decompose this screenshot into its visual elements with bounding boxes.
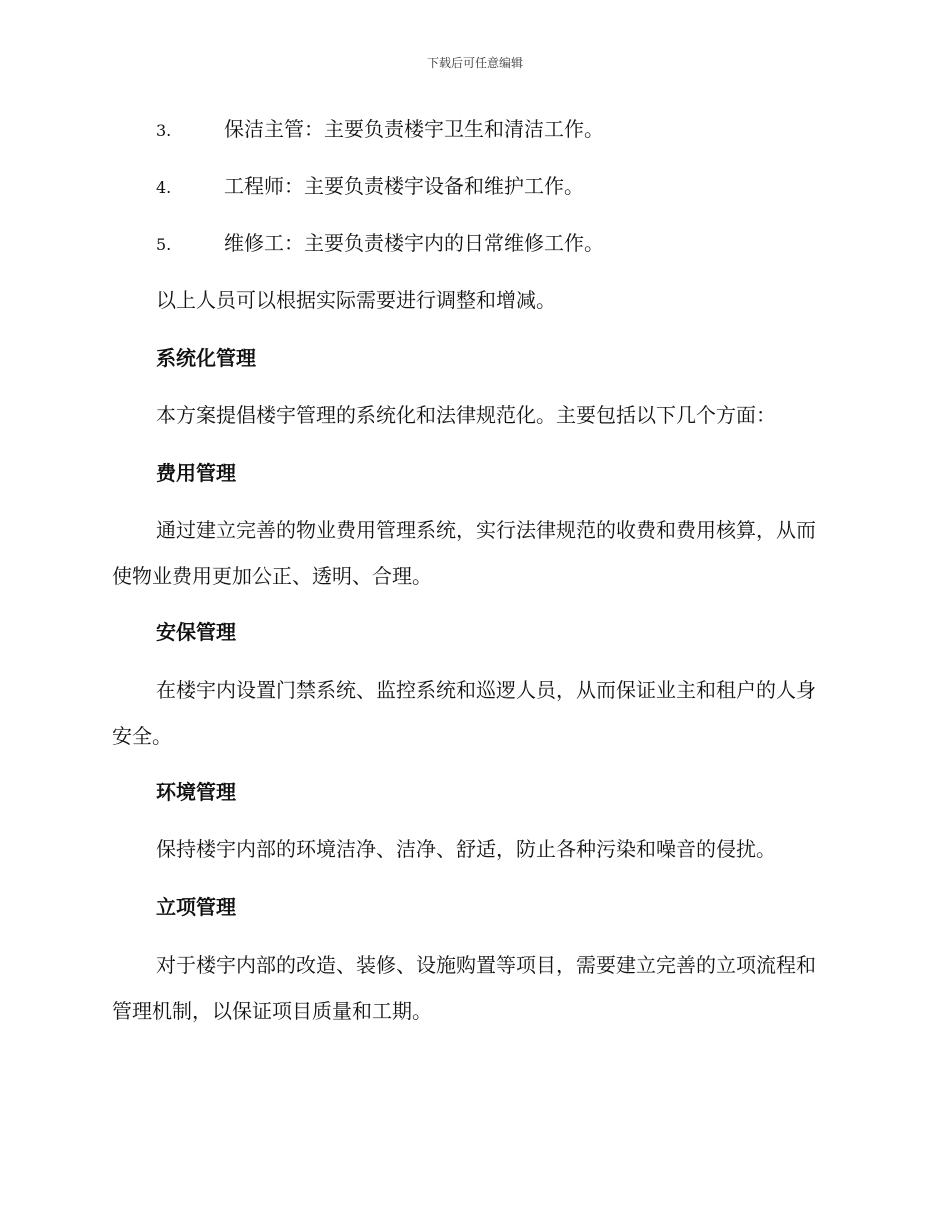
list-text: 保洁主管：主要负责楼宇卫生和清洁工作。 <box>224 117 604 141</box>
list-item <box>156 171 584 203</box>
list-item <box>156 114 604 146</box>
heading-fee: 费用管理 <box>156 461 236 485</box>
paragraph-project: 对于楼宇内部的改造、装修、设施购置等项目，需要建立完善的立项流程和管理机制，以保证项目质量和工期。 <box>112 953 816 1023</box>
list-item <box>156 228 604 260</box>
header-note: 下载后可任意编辑 <box>426 56 523 70</box>
paragraph-system: 本方案提倡楼宇管理的系统化和法律规范化。主要包括以下几个方面： <box>156 403 776 427</box>
list-text: 维修工：主要负责楼宇内的日常维修工作。 <box>224 231 604 255</box>
heading-system: 系统化管理 <box>156 346 256 370</box>
list-number: 3. <box>156 121 172 140</box>
heading-security: 安保管理 <box>156 620 236 644</box>
paragraph-fee: 通过建立完善的物业费用管理系统，实行法律规范的收费和费用核算，从而使物业费用更加公正、透明、合理。 <box>112 518 816 588</box>
list-text: 工程师：主要负责楼宇设备和维护工作。 <box>224 174 584 198</box>
list-number: 4. <box>156 178 172 197</box>
heading-project: 立项管理 <box>156 895 236 919</box>
paragraph-adjust: 以上人员可以根据实际需要进行调整和增减。 <box>156 288 556 312</box>
heading-environment: 环境管理 <box>156 780 236 804</box>
paragraph-security: 在楼宇内设置门禁系统、监控系统和巡逻人员，从而保证业主和租户的人身安全。 <box>112 678 816 748</box>
paragraph-environment: 保持楼宇内部的环境洁净、洁净、舒适，防止各种污染和噪音的侵扰。 <box>156 837 776 861</box>
list-number: 5. <box>156 235 172 254</box>
